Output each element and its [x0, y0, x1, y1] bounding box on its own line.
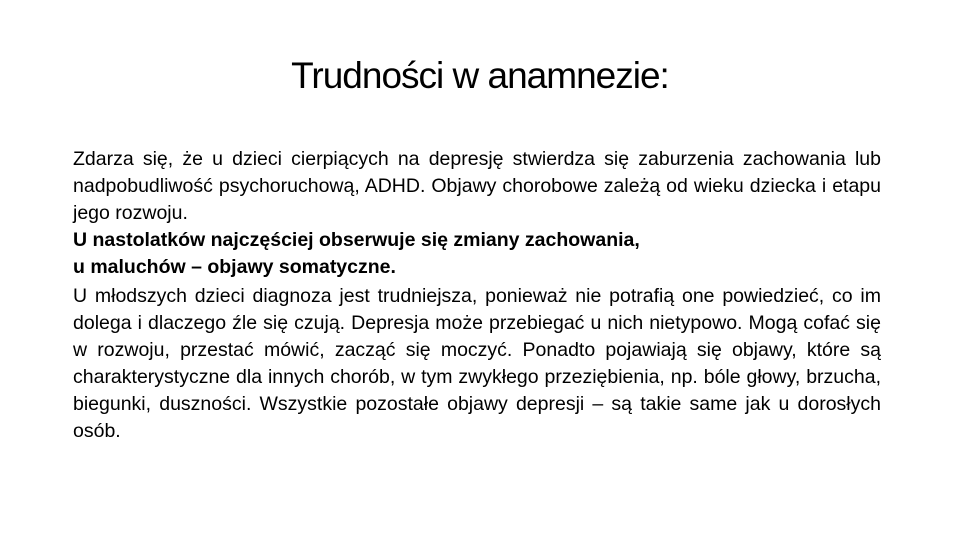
paragraph-intro-text: Zdarza się, że u dzieci cierpiących na depresję stwierdza się zaburzenia zachowania lub nadpobudliwość psychoruchową, ADHD. Objawy chorobowe zależą od wieku dziecka i etapu jego rozwoju. — [73, 148, 881, 224]
paragraph-intro — [73, 146, 881, 281]
paragraph-younger-children: U młodszych dzieci diagnoza jest trudniejsza, ponieważ nie potrafią one powiedzieć, co im dolega i dlaczego źle się czują. Depresja może przebiegać u nich nietypowo. Mogą cofać się w rozwoju, przestać mówić, zacząć się moczyć. Ponadto pojawiają się objawy, które są charakterystyczne dla innych chorób, w tym zwykłego przeziębienia, np. bóle głowy, brzucha, biegunki, duszności. Wszystkie pozostałe objawy depresji – są takie same jak u dorosłych osób. — [73, 285, 881, 442]
slide-title: Trudności w anamnezie: — [291, 55, 669, 96]
bold-line-toddlers: u maluchów – objawy somatyczne. — [73, 256, 396, 278]
slide-body — [73, 146, 881, 445]
bold-line-teenagers: U nastolatków najczęściej obserwuje się zmiany zachowania, — [73, 229, 640, 251]
